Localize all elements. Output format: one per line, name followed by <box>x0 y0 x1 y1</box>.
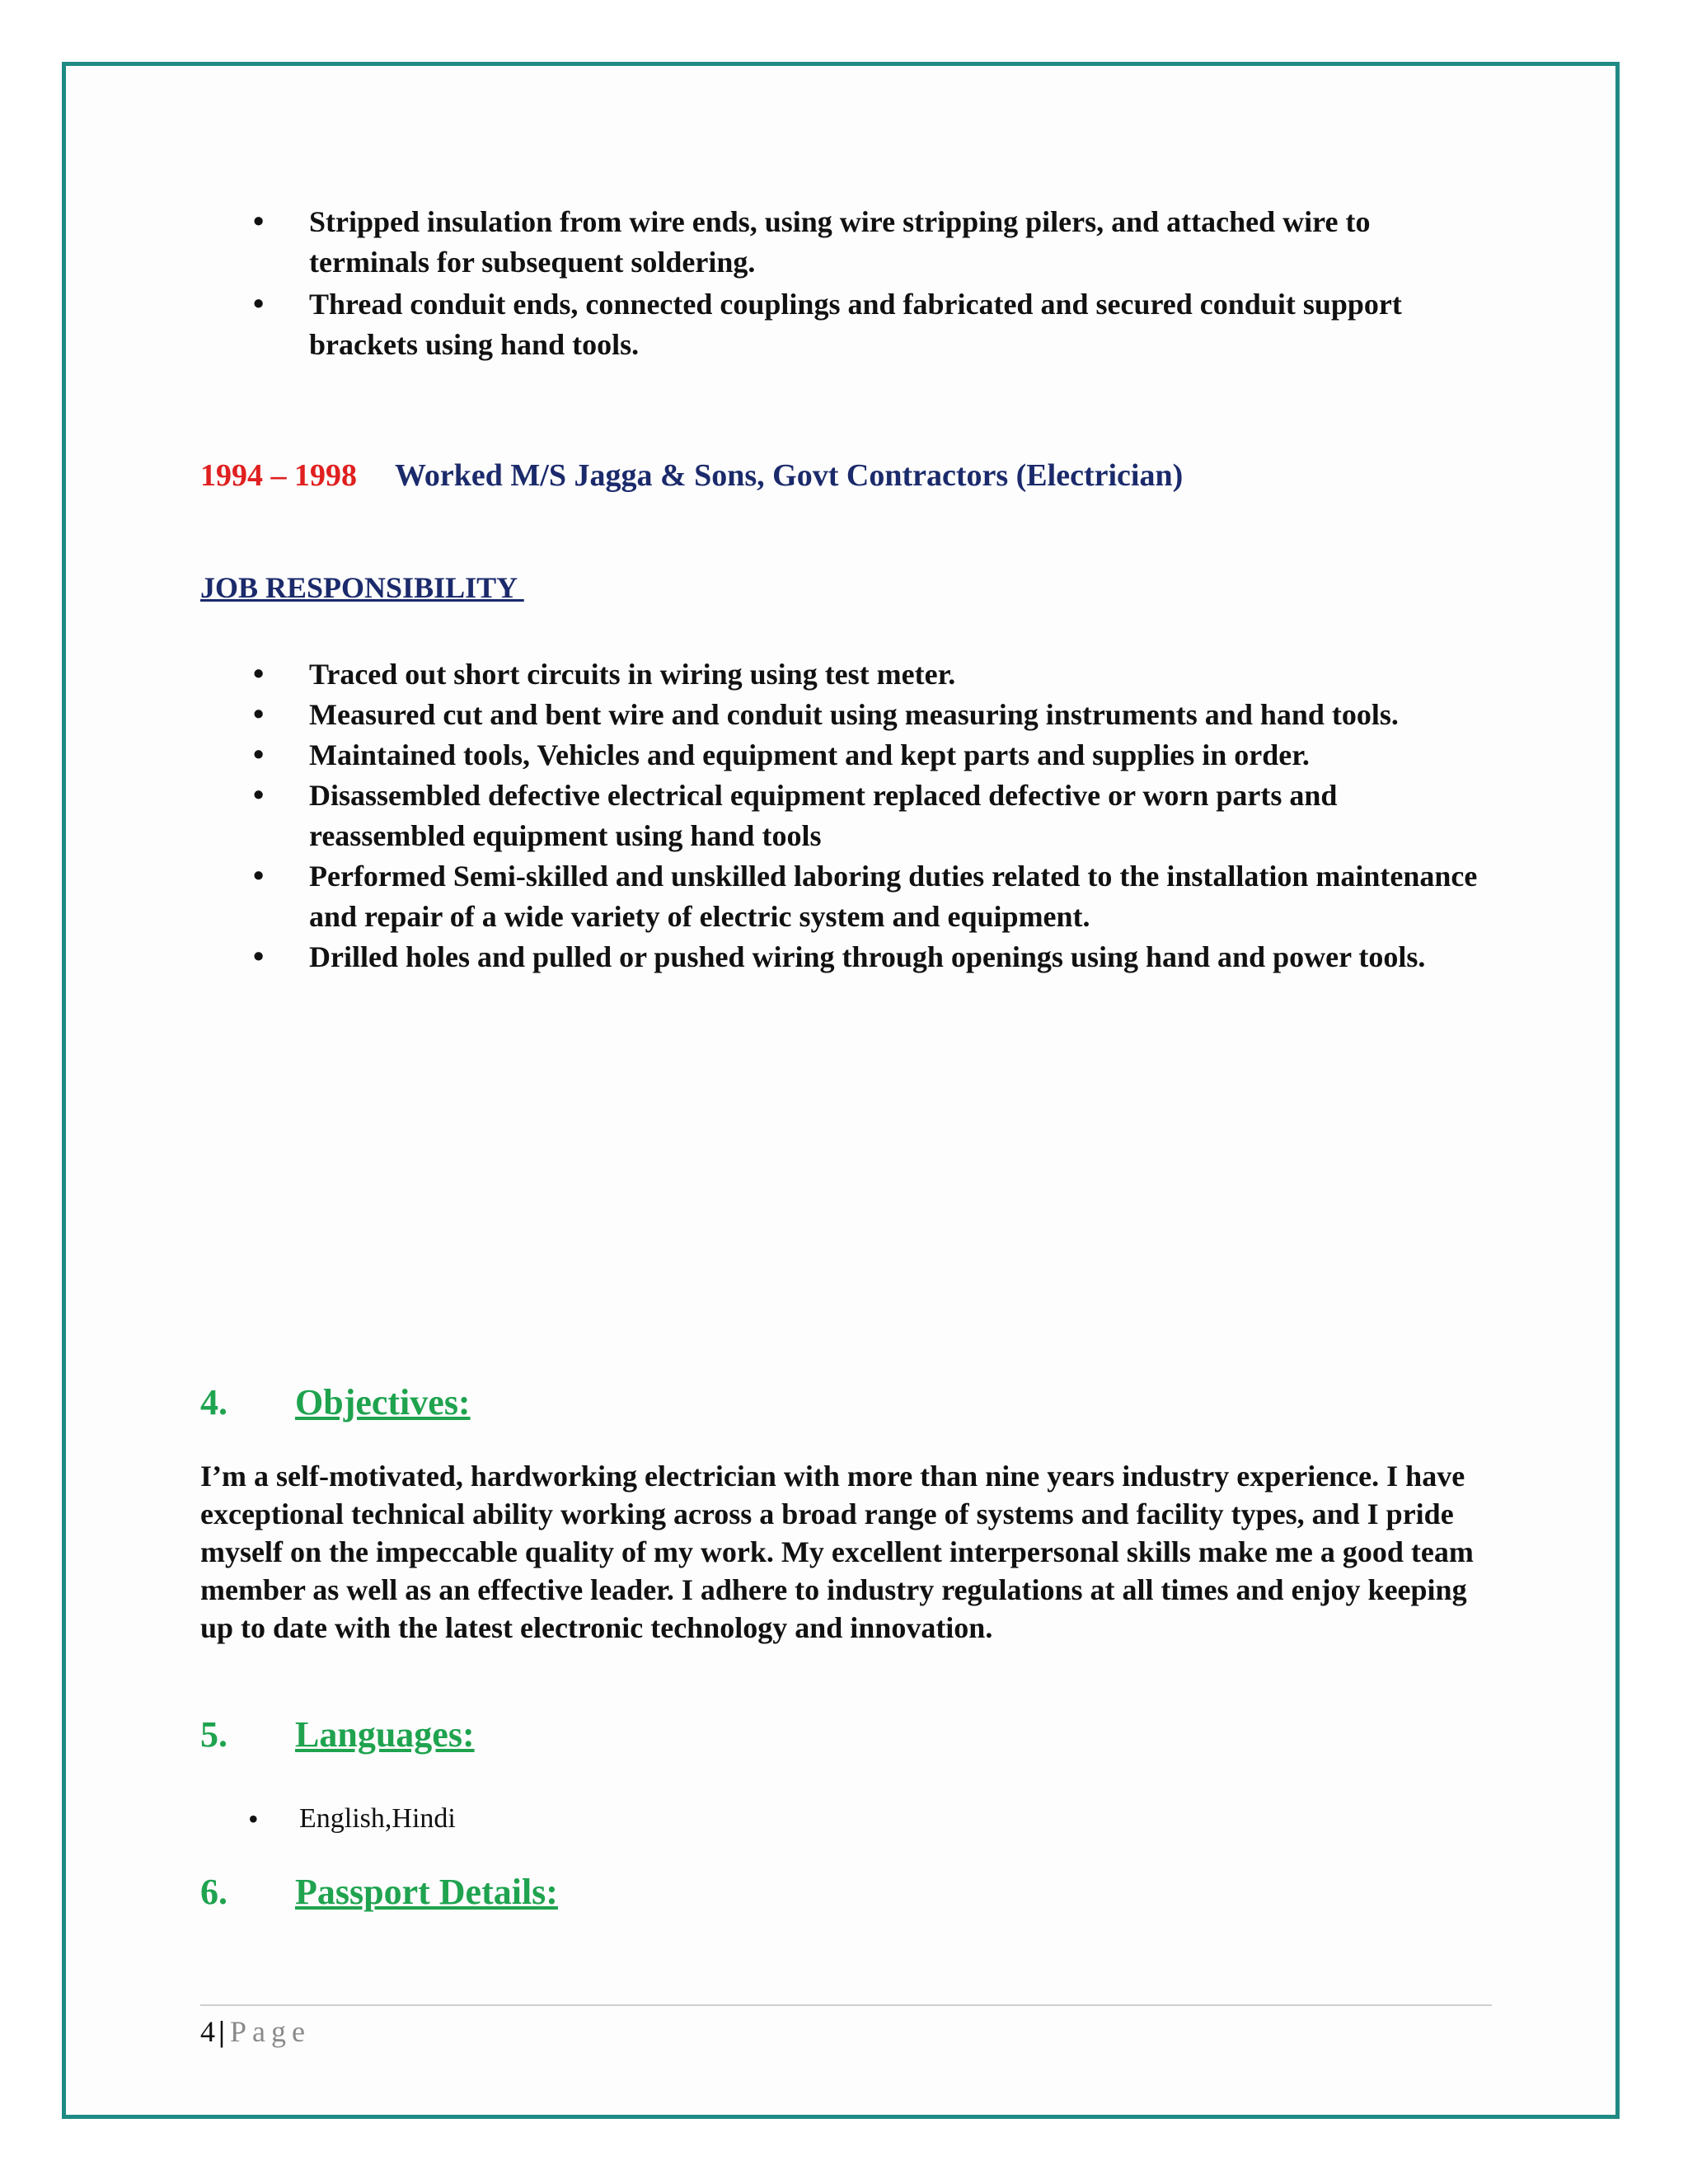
list-item: • Maintained tools, Vehicles and equipment and kept parts and supplies in order. <box>200 735 1490 776</box>
list-item: • Traced out short circuits in wiring using test meter. <box>200 654 1490 695</box>
section-title: Languages: <box>295 1714 475 1755</box>
languages-list <box>200 1800 456 1838</box>
list-item: • Measured cut and bent wire and conduit using measuring instruments and hand tools. <box>200 695 1490 735</box>
section-number: 6. <box>200 1872 227 1912</box>
job-years: 1994 – 1998 <box>200 458 357 493</box>
page-number: 4 <box>200 2015 215 2048</box>
objectives-text: I’m a self-motivated, hardworking electrician with more than nine years industry experience. I have exceptional technical ability working across a broad range of systems and facility types, and I pride myself on the impeccable quality of my work. My excellent interpersonal skills make me a good team member as well as an effective leader. I adhere to industry regulations at all times and enjoy keeping up to date with the latest electronic technology and innovation. <box>200 1460 1474 1644</box>
list-item: • Thread conduit ends, connected couplings and fabricated and secured conduit support brackets using hand tools. <box>200 284 1490 365</box>
languages-heading <box>200 1713 475 1755</box>
section-title: Objectives: <box>295 1382 471 1422</box>
footer-separator: | <box>218 2015 225 2048</box>
page-label: Page <box>229 2015 311 2048</box>
list-item: • English,Hindi <box>200 1800 456 1838</box>
job-entry <box>200 457 1183 494</box>
job-responsibility-list <box>200 654 1490 977</box>
continued-bullet-list <box>200 202 1490 365</box>
list-item: • Stripped insulation from wire ends, using wire stripping pilers, and attached wire to terminals for subsequent soldering. <box>200 202 1490 283</box>
footer-divider <box>200 2004 1492 2006</box>
job-title: Worked M/S Jagga & Sons, Govt Contractors (Electrician) <box>395 458 1184 493</box>
list-item: • Disassembled defective electrical equipment replaced defective or worn parts and reassembled equipment using hand tools <box>200 776 1490 856</box>
job-responsibility-heading: JOB RESPONSIBILITY <box>200 571 524 604</box>
section-title: Passport Details: <box>295 1872 558 1912</box>
objectives-heading <box>200 1381 471 1423</box>
passport-heading <box>200 1871 558 1913</box>
page-footer <box>200 2013 311 2050</box>
list-item: • Drilled holes and pulled or pushed wiring through openings using hand and power tools. <box>200 937 1490 977</box>
section-number: 5. <box>200 1714 227 1755</box>
list-item: • Performed Semi-skilled and unskilled laboring duties related to the installation maintenance and repair of a wide variety of electric system and equipment. <box>200 856 1490 937</box>
section-number: 4. <box>200 1382 227 1422</box>
